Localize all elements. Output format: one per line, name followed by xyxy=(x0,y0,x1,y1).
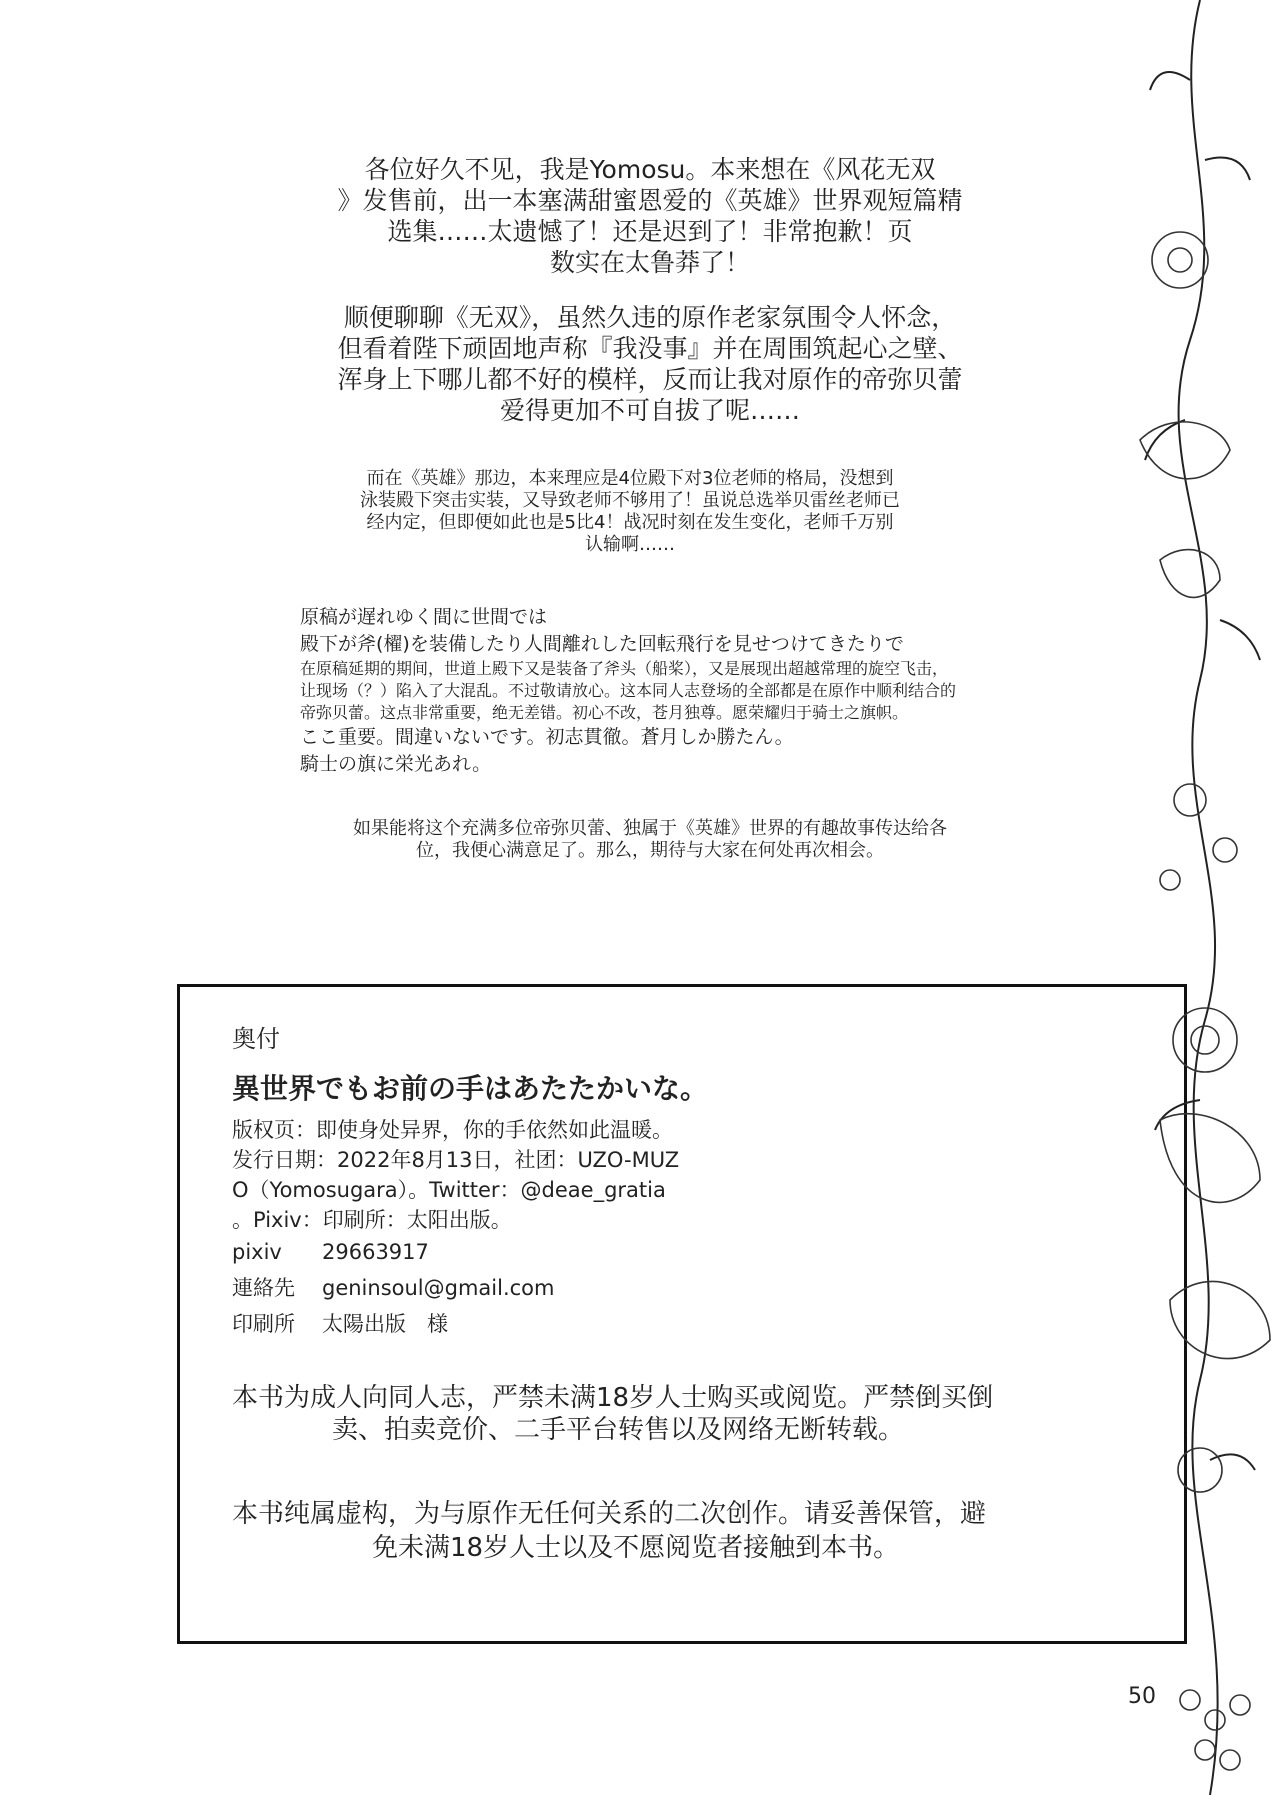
text-line: 位，我便心满意足了。那么，期待与大家在何处再次相会。 xyxy=(416,840,884,861)
colophon-details xyxy=(232,1234,555,1342)
text-line: 认输啊…… xyxy=(585,534,675,555)
afterword-paragraph-5 xyxy=(290,818,1010,862)
text-line: 如果能将这个充满多位帝弥贝蕾、独属于《英雄》世界的有趣故事传达给各 xyxy=(353,818,947,839)
text-line: 选集……太遗憾了！还是迟到了！非常抱歉！页 xyxy=(387,217,913,246)
detail-row xyxy=(232,1270,555,1306)
translation-line: 帝弥贝蕾。这点非常重要，绝无差错。初心不改，苍月独尊。愿荣耀归于骑士之旗帜。 xyxy=(300,703,909,722)
page-number: 50 xyxy=(1128,1684,1156,1709)
detail-row xyxy=(232,1306,555,1342)
japanese-line: 原稿が遅れゆく間に世間では xyxy=(300,606,548,628)
text-line: 但看着陛下顽固地声称『我没事』并在周围筑起心之壁、 xyxy=(337,334,963,363)
afterword-paragraph-2 xyxy=(290,302,1010,426)
text-line: 顺便聊聊《无双》，虽然久违的原作老家氛围令人怀念， xyxy=(343,303,957,332)
detail-value: geninsoul@gmail.com xyxy=(322,1276,555,1300)
info-line: O（Yomosugara）。Twitter：@deae_gratia xyxy=(232,1178,666,1202)
text-line: 爱得更加不可自拔了呢…… xyxy=(499,396,800,425)
japanese-line: ここ重要。間違いないです。初志貫徹。蒼月しか勝たん。 xyxy=(300,726,794,748)
notice-line: 免未满18岁人士以及不愿阅览者接触到本书。 xyxy=(372,1533,900,1563)
afterword-paragraph-3 xyxy=(290,468,970,556)
detail-row xyxy=(232,1234,555,1270)
colophon-info xyxy=(232,1115,792,1235)
colophon-heading: 奥付 xyxy=(232,1025,280,1053)
text-line: 》发售前，出一本塞满甜蜜恩爱的《英雄》世界观短篇精 xyxy=(337,186,963,215)
afterword-japanese-note xyxy=(300,604,1070,778)
text-line: 各位好久不见，我是Yomosu。本来想在《风花无双 xyxy=(364,155,936,184)
notice-line: 本书为成人向同人志，严禁未满18岁人士购买或阅览。严禁倒买倒 xyxy=(232,1383,994,1413)
info-line: 。Pixiv：印刷所：太阳出版。 xyxy=(232,1208,512,1232)
translation-line: 让现场（？）陷入了大混乱。不过敬请放心。这本同人志登场的全部都是在原作中顺利结合的 xyxy=(300,681,957,700)
text-line: 数实在太鲁莽了！ xyxy=(549,248,750,277)
japanese-line: 騎士の旗に栄光あれ。 xyxy=(300,753,492,775)
detail-key: pixiv xyxy=(232,1240,282,1264)
text-line: 泳装殿下突击实装，又导致老师不够用了！虽说总选举贝雷丝老师已 xyxy=(360,490,900,511)
detail-key: 印刷所 xyxy=(232,1312,295,1336)
text-line: 而在《英雄》那边，本来理应是4位殿下对3位老师的格局，没想到 xyxy=(366,468,894,489)
notice-line: 本书纯属虚构，为与原作无任何关系的二次创作。请妥善保管，避 xyxy=(232,1499,987,1529)
detail-value: 29663917 xyxy=(322,1240,429,1264)
text-line: 浑身上下哪儿都不好的模样，反而让我对原作的帝弥贝蕾 xyxy=(337,365,963,394)
fiction-disclaimer xyxy=(232,1497,1162,1565)
text-line: 经内定，但即便如此也是5比4！战况时刻在发生变化，老师千万别 xyxy=(366,512,894,533)
info-line: 发行日期：2022年8月13日，社团：UZO-MUZ xyxy=(232,1148,680,1172)
translation-line: 在原稿延期的期间，世道上殿下又是装备了斧头（船桨），又是展现出超越常理的旋空飞击， xyxy=(300,659,949,678)
detail-value: 太陽出版 様 xyxy=(322,1312,448,1336)
colophon-title: 異世界でもお前の手はあたたかいな。 xyxy=(232,1072,709,1105)
age-restriction-notice xyxy=(232,1382,1152,1446)
afterword-paragraph-1 xyxy=(290,154,1010,278)
floral-border-illustration xyxy=(1130,0,1280,1795)
colophon-box xyxy=(177,984,1187,1644)
notice-line: 卖、拍卖竞价、二手平台转售以及网络无断转载。 xyxy=(332,1415,905,1445)
info-line: 版权页：即使身处异界，你的手依然如此温暖。 xyxy=(232,1118,673,1142)
detail-key: 連絡先 xyxy=(232,1276,295,1300)
japanese-line: 殿下が斧(櫂)を装備したり人間離れした回転飛行を見せつけてきたりで xyxy=(300,633,904,655)
